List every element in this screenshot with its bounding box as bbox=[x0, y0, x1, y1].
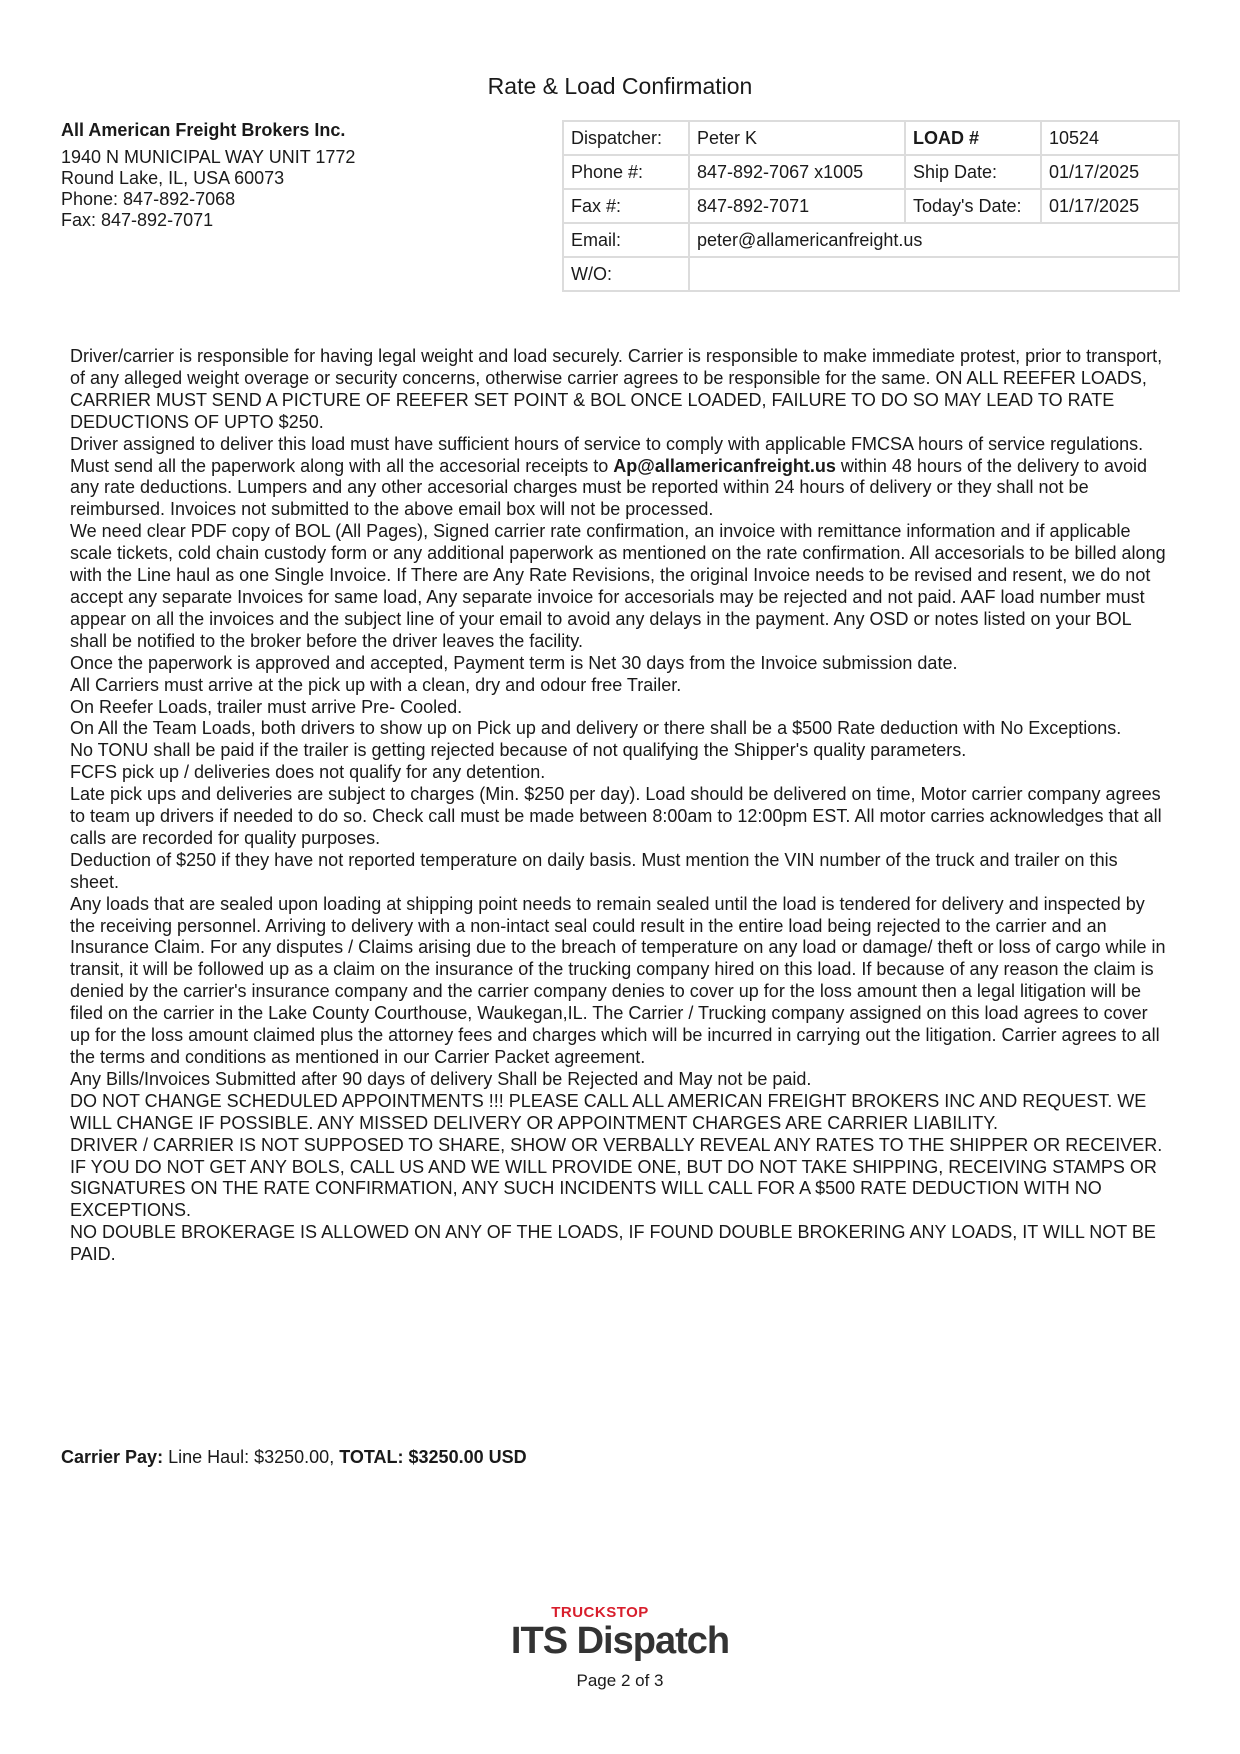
company-address-line1: 1940 N MUNICIPAL WAY UNIT 1772 bbox=[61, 147, 356, 167]
term-paragraph: FCFS pick up / deliveries does not qualify for any detention. bbox=[70, 762, 546, 783]
carrier-pay bbox=[61, 1447, 527, 1468]
table-row bbox=[563, 121, 1179, 155]
term-paragraph: We need clear PDF copy of BOL (All Pages), Signed carrier rate confirmation, an invoice with remittance information and if applicable scale tickets, cold chain custody form or any additional paperwork as mentioned on the rate confirmation. All accesorials to be billed along with the Line haul as one Single Invoice. If There are Any Rate Revisions, the original Invoice needs to be revised and resent, we do not accept any separate Invoices for same load, Any separate invoice for accesorials may be rejected and not paid. AAF load number must appear on all the invoices and the subject line of your email to avoid any delays in the payment. Any OSD or notes listed on your BOL shall be notified to the broker before the driver leaves the facility. bbox=[70, 521, 1166, 651]
term-paragraph: On All the Team Loads, both drivers to show up on Pick up and delivery or there shall be a $500 Rate deduction with No Exceptions. bbox=[70, 718, 1122, 739]
terms-and-conditions bbox=[70, 346, 1170, 1266]
company-block bbox=[61, 120, 355, 231]
term-paragraph: Deduction of $250 if they have not reported temperature on daily basis. Must mention the VIN number of the truck and trailer on this sheet. bbox=[70, 849, 1118, 892]
term-paragraph: DRIVER / CARRIER IS NOT SUPPOSED TO SHARE, SHOW OR VERBALLY REVEAL ANY RATES TO THE SHIPPER OR RECEIVER. bbox=[70, 1134, 1163, 1155]
line-haul-amount: Line Haul: $3250.00, bbox=[163, 1447, 340, 1467]
term-paragraph: NO DOUBLE BROKERAGE IS ALLOWED ON ANY OF THE LOADS, IF FOUND DOUBLE BROKERING ANY LOADS, IT WILL NOT BE PAID. bbox=[70, 1222, 1156, 1265]
company-address-line2: Round Lake, IL, USA 60073 bbox=[61, 168, 285, 188]
load-info-table bbox=[562, 120, 1180, 292]
term-paragraph: No TONU shall be paid if the trailer is getting rejected because of not qualifying the Shipper's quality parameters. bbox=[70, 740, 967, 761]
carrier-pay-label: Carrier Pay: bbox=[61, 1447, 164, 1467]
table-row bbox=[563, 155, 1179, 189]
term-paragraph bbox=[70, 456, 1170, 522]
dispatcher-value: Peter K bbox=[689, 121, 905, 155]
table-row bbox=[563, 223, 1179, 257]
email-value: peter@allamericanfreight.us bbox=[689, 223, 1179, 257]
term-paragraph: On Reefer Loads, trailer must arrive Pre- Cooled. bbox=[70, 696, 463, 717]
term-paragraph: DO NOT CHANGE SCHEDULED APPOINTMENTS !!! PLEASE CALL ALL AMERICAN FREIGHT BROKERS INC AND REQUEST. WE WILL CHANGE IF POSSIBLE. ANY MISSED DELIVERY OR APPOINTMENT CHARGES ARE CARRIER LIABILITY. bbox=[70, 1090, 1147, 1133]
term-paragraph: Any Bills/Invoices Submitted after 90 days of delivery Shall be Rejected and May not be paid. bbox=[70, 1068, 812, 1089]
its-dispatch-logo-text: ITS Dispatch bbox=[510, 1620, 730, 1662]
total-amount: TOTAL: $3250.00 USD bbox=[339, 1447, 527, 1467]
ship-date-label: Ship Date: bbox=[905, 155, 1041, 189]
email-label: Email: bbox=[563, 223, 689, 257]
its-dispatch-logo bbox=[0, 1604, 1240, 1661]
ap-email-link[interactable]: Ap@allamericanfreight.us bbox=[613, 455, 836, 476]
term-paragraph: Driver/carrier is responsible for having legal weight and load securely. Carrier is responsible to make immediate protest, prior to transport, of any alleged weight overage or security concerns, otherwise carrier agrees to be responsible for the same. ON ALL REEFER LOADS, CARRIER MUST SEND A PICTURE OF REEFER SET POINT & BOL ONCE LOADED, FAILURE TO DO SO MAY LEAD TO RATE DEDUCTIONS OF UPTO $250. bbox=[70, 346, 1163, 432]
load-number-label: LOAD # bbox=[905, 121, 1041, 155]
ship-date-value: 01/17/2025 bbox=[1041, 155, 1179, 189]
table-row bbox=[563, 189, 1179, 223]
page-number: Page 2 of 3 bbox=[576, 1671, 664, 1690]
term-paragraph: Once the paperwork is approved and accepted, Payment term is Net 30 days from the Invoice submission date. bbox=[70, 652, 958, 673]
term-paragraph: All Carriers must arrive at the pick up with a clean, dry and odour free Trailer. bbox=[70, 674, 682, 695]
term-paragraph: Late pick ups and deliveries are subject to charges (Min. $250 per day). Load should be delivered on time, Motor carrier company agrees to team up drivers if needed to do so. Check call must be made between 8:00am to 12:00pm EST. All motor carries acknowledges that all calls are recorded for quality purposes. bbox=[70, 784, 1162, 848]
wo-label: W/O: bbox=[563, 257, 689, 291]
company-fax: Fax: 847-892-7071 bbox=[61, 210, 214, 230]
phone-value: 847-892-7067 x1005 bbox=[689, 155, 905, 189]
page-title: Rate & Load Confirmation bbox=[487, 73, 753, 99]
table-row bbox=[563, 257, 1179, 291]
term-paragraph: Driver assigned to deliver this load must have sufficient hours of service to comply with applicable FMCSA hours of service regulations. bbox=[70, 433, 1144, 454]
wo-value bbox=[689, 257, 1179, 291]
todays-date-label: Today's Date: bbox=[905, 189, 1041, 223]
fax-value: 847-892-7071 bbox=[689, 189, 905, 223]
term-text: Must send all the paperwork along with all the accesorial receipts to bbox=[70, 455, 614, 476]
phone-label: Phone #: bbox=[563, 155, 689, 189]
term-paragraph: Any loads that are sealed upon loading at shipping point needs to remain sealed until the load is tendered for delivery and inspected by the receiving personnel. Arriving to delivery with a non-intact seal could result in the entire load being rejected to the carrier and an Insurance Claim. For any disputes / Claims arising due to the breach of temperature on any load or damage/ theft or loss of cargo while in transit, it will be followed up as a claim on the insurance of the trucking company hired on this load. If because of any reason the claim is denied by the carrier's insurance company and the carrier company denies to cover up for the loss amount then a legal litigation will be filed on the carrier in the Lake County Courthouse, Waukegan,IL. The Carrier / Trucking company assigned on this load agrees to cover up for the loss amount claimed plus the attorney fees and charges which will be incurred in carrying out the litigation. Carrier agrees to all the terms and conditions as mentioned in our Carrier Packet agreement. bbox=[70, 893, 1166, 1067]
term-text: within 48 hours of the delivery to avoid any rate deductions. Lumpers and any other accesorial charges must be reported within 24 hours of delivery or they shall not be reimbursed. Invoices not submitted to the above email box will not be processed. bbox=[70, 455, 1148, 520]
dispatcher-label: Dispatcher: bbox=[563, 121, 689, 155]
load-number-value: 10524 bbox=[1041, 121, 1179, 155]
company-name: All American Freight Brokers Inc. bbox=[61, 120, 346, 140]
term-paragraph: IF YOU DO NOT GET ANY BOLS, CALL US AND WE WILL PROVIDE ONE, BUT DO NOT TAKE SHIPPING, RECEIVING STAMPS OR SIGNATURES ON THE RATE CONFIRMATION, ANY SUCH INCIDENTS WILL CALL FOR A $500 RATE DEDUCTION WITH NO EXCEPTIONS. bbox=[70, 1156, 1157, 1221]
truckstop-logo-text: TRUCKSTOP bbox=[551, 1604, 649, 1621]
todays-date-value: 01/17/2025 bbox=[1041, 189, 1179, 223]
company-phone: Phone: 847-892-7068 bbox=[61, 189, 236, 209]
fax-label: Fax #: bbox=[563, 189, 689, 223]
